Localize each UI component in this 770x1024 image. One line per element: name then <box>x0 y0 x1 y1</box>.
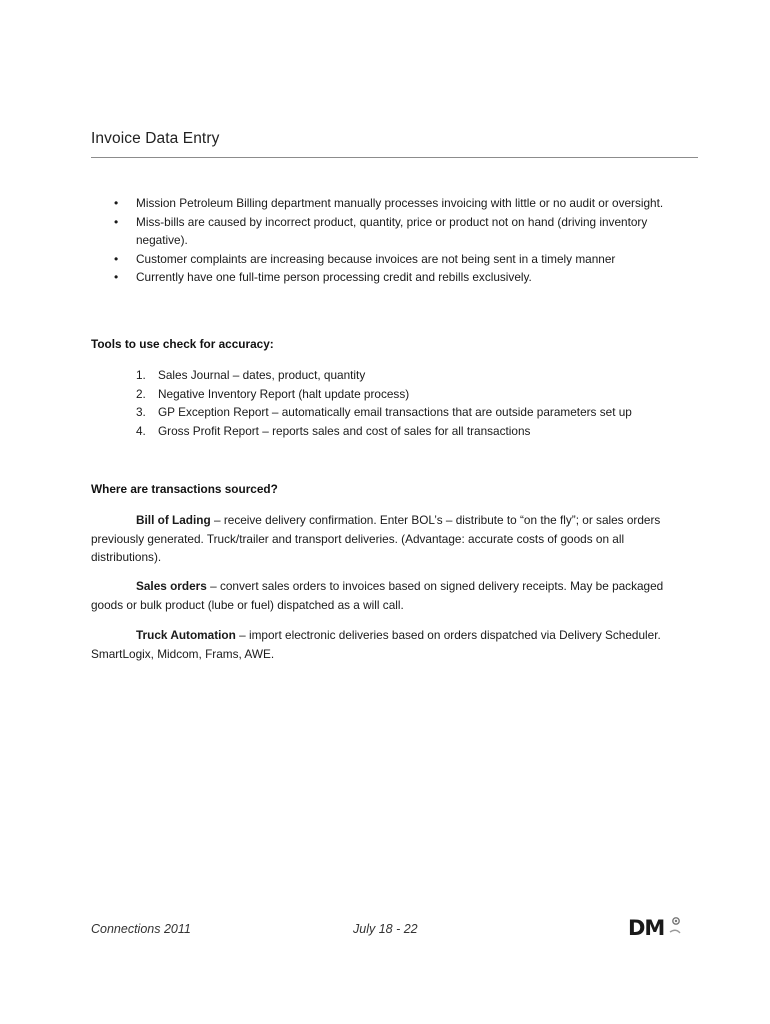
bullet-text: Currently have one full-time person processing credit and rebills exclusively. <box>136 270 532 284</box>
item-number: 4. <box>136 423 146 438</box>
bullet-dot-icon: • <box>114 251 119 266</box>
footer-dates: July 18 - 22 <box>353 922 418 936</box>
title-divider <box>91 157 698 158</box>
item-number: 3. <box>136 405 146 419</box>
item-number: 1. <box>136 368 146 382</box>
bullet-text: Mission Petroleum Billing department manually processes invoicing with little or no audit or oversight. <box>136 196 664 210</box>
page-title: Invoice Data Entry <box>91 130 220 147</box>
tool-text: GP Exception Report – automatically email transactions that are outside parameters set up <box>158 405 632 419</box>
bullet-item <box>91 213 691 250</box>
tool-text: Gross Profit Report – reports sales and cost of sales for all transactions <box>158 423 531 438</box>
company-logo-icon <box>626 914 682 940</box>
tools-numbered-list <box>91 366 632 440</box>
sources-heading: Where are transactions sourced? <box>91 482 278 496</box>
tools-heading: Tools to use check for accuracy: <box>91 337 274 351</box>
bullet-dot-icon: • <box>114 214 119 229</box>
paragraph-lead: Truck Automation <box>136 628 236 642</box>
paragraph-text: – receive delivery confirmation. Enter BOL’s – distribute to “on the fly”; or sales orders previously generated. Truck/trailer and transport deliveries. (Advantage: accurate costs of goods on all distributions). <box>91 513 661 564</box>
tool-item <box>91 422 632 441</box>
bullet-dot-icon: • <box>114 270 119 284</box>
source-paragraph-sales-orders <box>91 577 691 614</box>
tool-text: Negative Inventory Report (halt update process) <box>158 386 410 401</box>
bullet-item <box>91 194 691 213</box>
logo-text: DM <box>628 916 665 940</box>
bullet-text: Miss-bills are caused by incorrect product, quantity, price or product not on hand (driving inventory negative). <box>136 214 648 247</box>
paragraph-text: – convert sales orders to invoices based on signed delivery receipts. May be packaged goods or bulk product (lube or fuel) dispatched as a will call. <box>91 579 664 612</box>
tool-item <box>91 366 632 385</box>
summary-bullet-list <box>91 194 691 287</box>
tool-item <box>91 385 632 404</box>
item-number: 2. <box>136 386 146 401</box>
bullet-item <box>91 250 691 269</box>
paragraph-lead: Bill of Lading <box>136 513 211 527</box>
bullet-dot-icon: • <box>114 196 119 210</box>
source-paragraph-bol <box>91 511 691 567</box>
tool-item <box>91 403 632 422</box>
tool-text: Sales Journal – dates, product, quantity <box>158 368 366 382</box>
paragraph-lead: Sales orders <box>136 579 207 593</box>
paragraph-text: – import electronic deliveries based on orders dispatched via Delivery Scheduler. SmartLogix, Midcom, Frams, AWE. <box>91 628 661 661</box>
source-paragraph-truck-automation <box>91 626 691 663</box>
bullet-item <box>91 268 691 287</box>
footer-event-name: Connections 2011 <box>91 922 191 936</box>
bullet-text: Customer complaints are increasing because invoices are not being sent in a timely manner <box>136 251 616 266</box>
